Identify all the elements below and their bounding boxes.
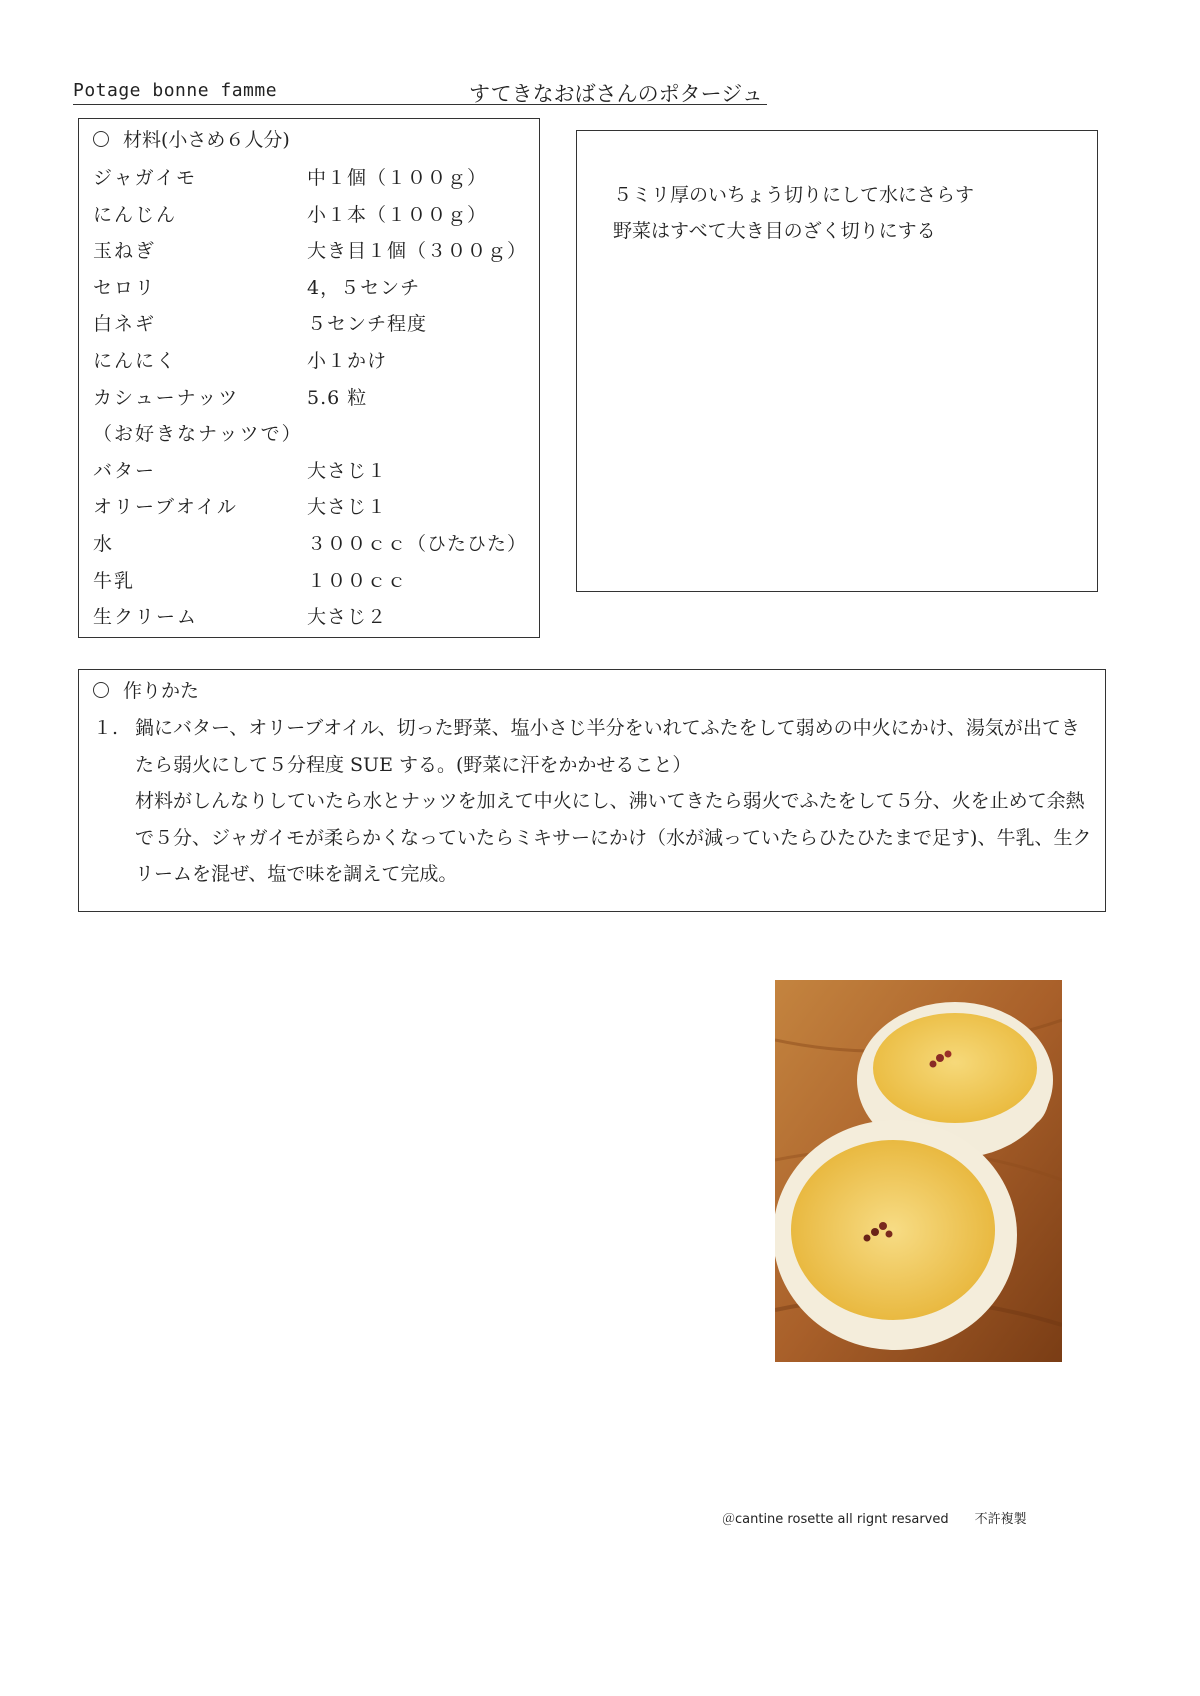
copyright-text: ＠cantine rosette all rignt resarved xyxy=(722,1512,949,1527)
step-number: １. xyxy=(93,717,119,739)
ingredient-row xyxy=(93,415,533,452)
ingredient-qty: 大さじ１ xyxy=(307,496,388,519)
ingredient-name: ジャガイモ xyxy=(93,167,198,189)
ingredient-qty: 大き目１個（３００ｇ） xyxy=(307,240,528,263)
ingredient-qty: 小１本（１００ｇ） xyxy=(307,203,488,226)
ingredient-name: 玉ねぎ xyxy=(93,240,157,263)
ingredient-name: カシューナッツ xyxy=(93,386,240,409)
ingredient-row xyxy=(93,196,533,233)
ingredients-box xyxy=(78,118,540,638)
ingredients-heading xyxy=(93,125,290,152)
ingredient-row xyxy=(93,232,533,269)
ingredient-row xyxy=(93,269,533,306)
ingredient-name: バター xyxy=(93,459,157,482)
step-text: 鍋にバター、オリーブオイル、切った野菜、塩小さじ半分をいれてふたをして弱めの中火にかけ、湯気が出てきたら弱火にして５分程度 SUE する。(野菜に汗をかかせること） xyxy=(135,717,1080,776)
method-box xyxy=(78,669,1106,912)
ingredient-row xyxy=(93,379,533,416)
ingredient-qty: 4，５センチ xyxy=(307,276,421,299)
ingredient-name: 牛乳 xyxy=(93,569,136,592)
title-row xyxy=(73,78,767,105)
ingredient-row xyxy=(93,342,533,379)
footer xyxy=(722,1508,1027,1527)
ingredient-row xyxy=(93,305,533,342)
ingredient-row xyxy=(93,159,533,196)
ingredient-qty: 5.6 粒 xyxy=(307,386,368,409)
ingredient-qty: 中１個（１００ｇ） xyxy=(307,167,488,189)
method-step xyxy=(93,710,1093,893)
ingredient-name: にんにく xyxy=(93,349,178,372)
note-line: 野菜はすべて大き目のざく切りにする xyxy=(613,220,936,242)
ingredient-name: 生クリーム xyxy=(93,606,199,629)
method-heading xyxy=(93,676,199,703)
ingredient-row xyxy=(93,452,533,489)
ingredient-name: セロリ xyxy=(93,276,157,299)
ingredient-name: オリーブオイル xyxy=(93,496,238,519)
method-steps xyxy=(93,710,1093,893)
soup-photo xyxy=(775,980,1062,1362)
title-english: Potage bonne famme xyxy=(73,80,278,101)
ingredient-row xyxy=(93,562,533,599)
ingredient-list xyxy=(93,159,533,635)
ingredients-heading-label: 材料(小さめ６人分) xyxy=(123,129,290,151)
step-text-continued: 材料がしんなりしていたら水とナッツを加えて中火にし、沸いてきたら弱火でふたをして５分、火を止めて余熱で５分、ジャガイモが柔らかくなっていたらミキサーにかけ（水が減っていたらひたひたまで足す)、牛乳、生クリームを混ぜ、塩で味を調えて完成。 xyxy=(135,790,1092,885)
ingredient-row xyxy=(93,488,533,525)
ingredient-name: （お好きなナッツで） xyxy=(93,423,303,446)
ingredient-name: にんじん xyxy=(93,203,178,226)
no-copy-notice: 不許複製 xyxy=(974,1512,1027,1527)
ingredient-qty: 大さじ２ xyxy=(307,606,388,629)
method-heading-label: 作りかた xyxy=(123,680,200,702)
note-line: ５ミリ厚のいちょう切りにして水にさらす xyxy=(613,184,975,206)
ingredient-name: 水 xyxy=(93,532,115,555)
ingredient-qty: １００ｃｃ xyxy=(307,569,408,592)
ingredient-row xyxy=(93,525,533,562)
ingredient-qty: ３００ｃｃ（ひたひた） xyxy=(307,532,528,555)
ingredient-name: 白ネギ xyxy=(93,313,157,336)
ingredient-qty: ５センチ程度 xyxy=(307,313,428,336)
circle-bullet-icon xyxy=(93,682,109,698)
notes-text xyxy=(613,177,974,249)
circle-bullet-icon xyxy=(93,131,109,147)
ingredient-qty: 小１かけ xyxy=(307,349,388,372)
ingredient-qty: 大さじ１ xyxy=(307,459,388,482)
soup-photo-image xyxy=(775,980,1062,1362)
notes-box xyxy=(576,130,1098,592)
ingredient-row xyxy=(93,598,533,635)
title-japanese: すてきなおばさんのポタージュ xyxy=(469,82,763,106)
